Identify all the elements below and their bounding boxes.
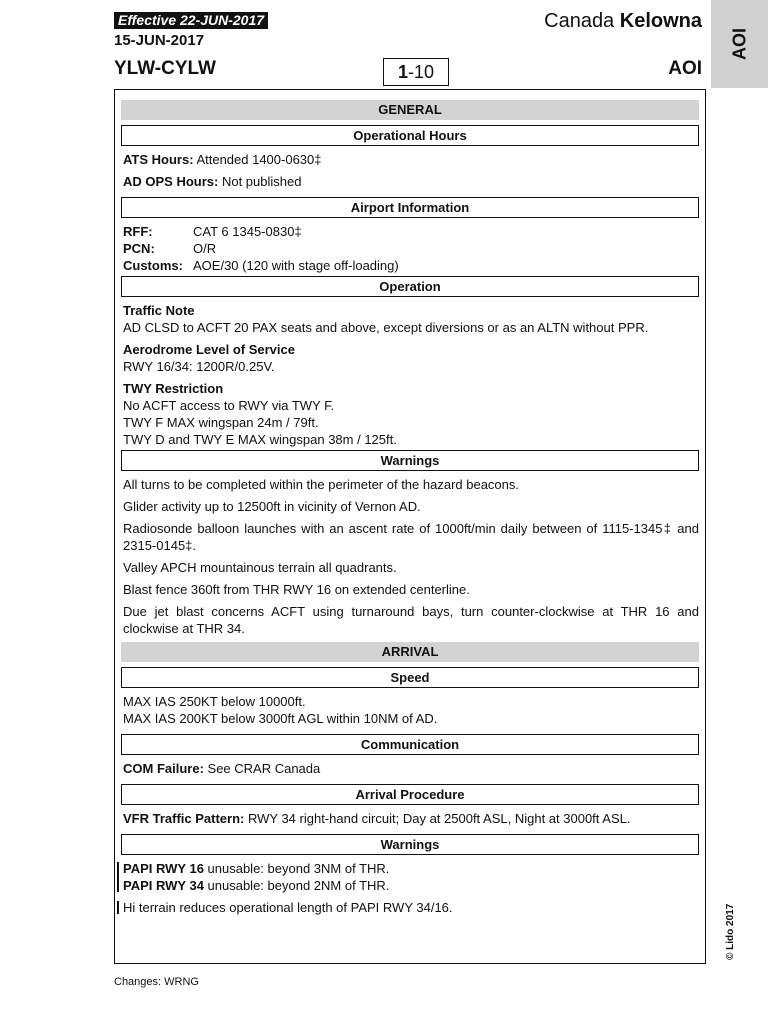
customs-row: Customs: AOE/30 (120 with stage off-loading)	[123, 258, 399, 273]
traffic-note-title: Traffic Note	[123, 303, 195, 318]
effective-date-banner: Effective 22-JUN-2017	[114, 12, 268, 29]
speed-line: MAX IAS 250KT below 10000ft.	[123, 694, 306, 709]
copyright: © Lido 2017	[725, 903, 736, 960]
terrain-warning-block	[121, 899, 699, 916]
twy-restriction-line: No ACFT access to RWY via TWY F.	[123, 398, 335, 413]
papi-rwy34: PAPI RWY 34 unusable: beyond 2NM of THR.	[123, 878, 390, 893]
papi-rwy16: PAPI RWY 16 unusable: beyond 3NM of THR.	[123, 861, 390, 876]
warning-item: Valley APCH mountainous terrain all quadrants.	[123, 560, 397, 575]
section-tab[interactable]	[711, 0, 768, 88]
section-arrival: ARRIVAL	[121, 642, 699, 662]
section-code: AOI	[668, 58, 702, 79]
content-frame	[114, 89, 706, 964]
airport-code: YLW-CYLW	[114, 58, 216, 79]
twy-restriction-line: TWY D and TWY E MAX wingspan 38m / 125ft.	[123, 432, 397, 447]
warning-item: Blast fence 360ft from THR RWY 16 on extended centerline.	[123, 582, 470, 597]
pcn-row: PCN: O/R	[123, 241, 217, 256]
aerodrome-level-title: Aerodrome Level of Service	[123, 342, 295, 357]
terrain-warning: Hi terrain reduces operational length of PAPI RWY 34/16.	[123, 900, 453, 915]
changes-note: Changes: WRNG	[114, 976, 199, 988]
subsection-operation: Operation	[121, 276, 699, 297]
section-general: GENERAL	[121, 100, 699, 120]
adops-hours: AD OPS Hours: Not published	[123, 174, 302, 189]
ats-hours: ATS Hours: Attended 1400-0630‡	[123, 152, 322, 167]
warning-item: Due jet blast concerns ACFT using turnaround bays, turn counter-clockwise at THR 16 and clockwise at THR 34.	[123, 604, 699, 636]
subsection-speed: Speed	[121, 667, 699, 688]
vfr-traffic-pattern: VFR Traffic Pattern: RWY 34 right-hand circuit; Day at 2500ft ASL, Night at 3000ft ASL.	[123, 811, 631, 826]
twy-restriction-title: TWY Restriction	[123, 381, 224, 396]
subsection-arrival-procedure: Arrival Procedure	[121, 784, 699, 805]
page-number: 1-10	[383, 58, 449, 86]
section-tab-label: AOI	[729, 27, 749, 61]
com-failure: COM Failure: See CRAR Canada	[123, 761, 321, 776]
subsection-arrival-warnings: Warnings	[121, 834, 699, 855]
papi-warning-block	[121, 860, 699, 894]
warning-item: Glider activity up to 12500ft in vicinity of Vernon AD.	[123, 499, 421, 514]
subsection-warnings: Warnings	[121, 450, 699, 471]
rff-row: RFF: CAT 6 1345-0830‡	[123, 224, 302, 239]
subsection-airport-information: Airport Information	[121, 197, 699, 218]
subsection-operational-hours: Operational Hours	[121, 125, 699, 146]
twy-restriction-line: TWY F MAX wingspan 24m / 79ft.	[123, 415, 319, 430]
location-title: Canada Kelowna	[544, 10, 702, 32]
speed-line: MAX IAS 200KT below 3000ft AGL within 10NM of AD.	[123, 711, 438, 726]
warning-item: Radiosonde balloon launches with an ascent rate of 1000ft/min daily between of 1115-1345‡ and 2315-0145‡.	[123, 521, 699, 553]
aerodrome-level: RWY 16/34: 1200R/0.25V.	[123, 359, 275, 374]
traffic-note: AD CLSD to ACFT 20 PAX seats and above, except diversions or as an ALTN without PPR.	[123, 320, 649, 335]
subsection-communication: Communication	[121, 734, 699, 755]
warning-item: All turns to be completed within the perimeter of the hazard beacons.	[123, 477, 519, 492]
issue-date: 15-JUN-2017	[114, 32, 205, 49]
